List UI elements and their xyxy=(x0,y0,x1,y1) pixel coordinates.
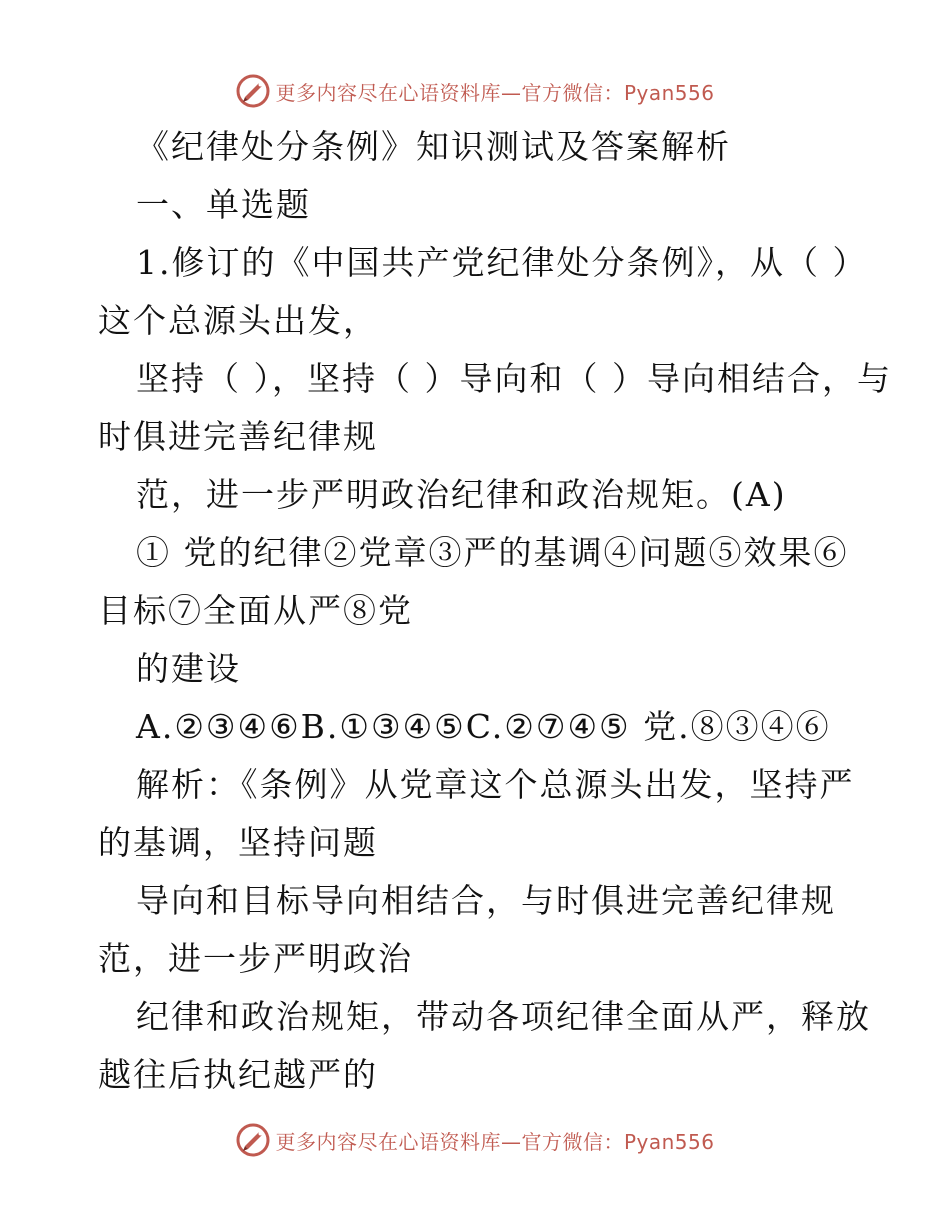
text-line: 纪律和政治规矩，带动各项纪律全面从严，释放 xyxy=(136,997,871,1036)
document-title: 《纪律处分条例》知识测试及答案解析 xyxy=(136,127,731,166)
text-line: 越往后执纪越严的 xyxy=(98,1055,378,1094)
text-line: 目标⑦全面从严⑧党 xyxy=(98,591,413,630)
text-line: 导向和目标导向相结合，与时俱进完善纪律规 xyxy=(136,881,836,920)
text-line: 1.修订的《中国共产党纪律处分条例》，从（ ） xyxy=(136,243,868,282)
text-line: 范，进一步严明政治纪律和政治规矩。(A) xyxy=(136,475,787,514)
text-line: 一、单选题 xyxy=(136,185,311,224)
text-line: 解析：《条例》从党章这个总源头出发，坚持严 xyxy=(136,765,855,804)
text-line: 的基调，坚持问题 xyxy=(98,823,378,862)
pen-logo-icon xyxy=(235,73,271,109)
footer-banner xyxy=(0,1118,950,1162)
text-line: A.②③④⑥B.①③④⑤C.②⑦④⑤ 党.⑧③④⑥ xyxy=(136,707,831,746)
banner-text: 更多内容尽在心语资料库—官方微信：Pyan556 xyxy=(275,1129,715,1154)
banner-text: 更多内容尽在心语资料库—官方微信：Pyan556 xyxy=(275,80,715,105)
text-line: 坚持（ ），坚持（ ）导向和（ ）导向相结合，与 xyxy=(136,359,892,398)
text-line: ① 党的纪律②党章③严的基调④问题⑤效果⑥ xyxy=(136,533,849,572)
header-banner xyxy=(0,69,950,113)
pen-logo-icon xyxy=(235,1122,271,1158)
text-line: 时俱进完善纪律规 xyxy=(98,417,378,456)
text-line: 范，进一步严明政治 xyxy=(98,939,413,978)
document-body xyxy=(98,118,892,1104)
text-line: 的建设 xyxy=(136,649,241,688)
text-line: 这个总源头出发， xyxy=(98,301,378,340)
